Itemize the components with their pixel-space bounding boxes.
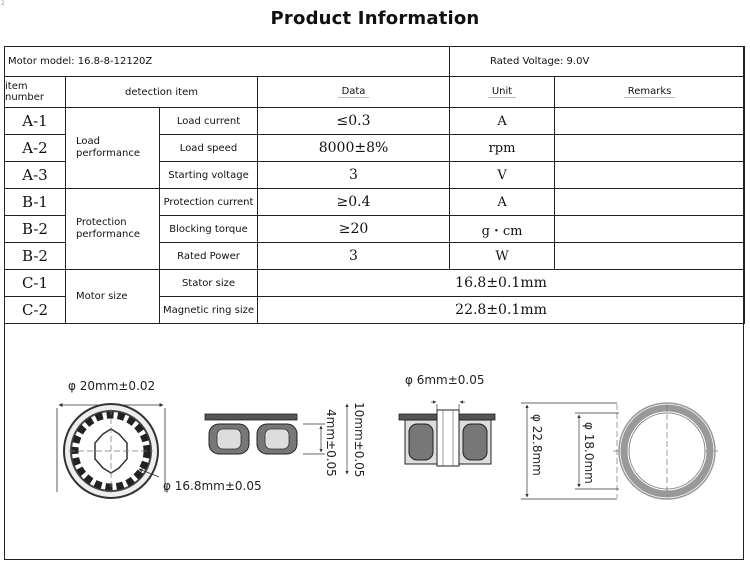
item-data: ≥20	[258, 216, 450, 243]
rotor-shaft	[437, 410, 459, 466]
height-10mm-dim: 10mm±0.05	[352, 402, 366, 478]
coil-left-core	[217, 429, 241, 449]
stator-side-view	[205, 409, 338, 477]
corner-mark: 2	[1, 0, 5, 7]
item-data: 22.8±0.1mm	[258, 297, 745, 324]
item-name: Magnetic ring size	[160, 297, 258, 324]
item-name: Rated Power	[160, 243, 258, 270]
pcb-plate	[205, 414, 297, 420]
item-name: Blocking torque	[160, 216, 258, 243]
page-title: Product Information	[270, 8, 480, 29]
stator-inner-dim: φ 16.8mm±0.05	[163, 479, 262, 493]
item-code: A-1	[5, 108, 66, 135]
item-unit: A	[450, 189, 555, 216]
item-code: B-2	[5, 243, 66, 270]
magnetic-ring-view	[521, 403, 721, 499]
group-load-line2: performance	[76, 148, 141, 159]
group-protection-line1: Protection	[76, 217, 127, 228]
header-item-number: item number	[5, 77, 66, 108]
stator-outer-dim: φ 20mm±0.02	[68, 379, 156, 393]
item-code: A-3	[5, 162, 66, 189]
ring-outer-dim: φ 22.8mm	[530, 414, 544, 476]
coil-right-core	[265, 429, 289, 449]
item-code: C-1	[5, 270, 66, 297]
item-code: B-2	[5, 216, 66, 243]
item-data: 3	[258, 162, 450, 189]
shaft-dim: φ 6mm±0.05	[405, 373, 485, 387]
group-protection-line2: performance	[76, 229, 141, 240]
item-name: Stator size	[160, 270, 258, 297]
item-unit: rpm	[450, 135, 555, 162]
header-detection-item: detection item	[66, 77, 258, 108]
item-unit: V	[450, 162, 555, 189]
rotor-side-view	[347, 373, 495, 477]
item-name: Load current	[160, 108, 258, 135]
item-code: C-2	[5, 297, 66, 324]
rated-voltage: Rated Voltage: 9.0V	[450, 47, 745, 77]
header-unit-label: Unit	[488, 86, 516, 98]
item-data: 3	[258, 243, 450, 270]
item-name: Load speed	[160, 135, 258, 162]
header-data-label: Data	[338, 86, 370, 98]
item-unit: W	[450, 243, 555, 270]
item-name: Starting voltage	[160, 162, 258, 189]
item-data: ≤0.3	[258, 108, 450, 135]
height-4mm-dim: 4mm±0.05	[324, 409, 338, 477]
dimension-drawing	[5, 324, 743, 559]
item-name: Protection current	[160, 189, 258, 216]
ring-inner-dim: φ 18.0mm	[582, 422, 596, 484]
rotor-coil-right	[463, 424, 487, 460]
group-load-line1: Load	[76, 136, 100, 147]
item-code: B-1	[5, 189, 66, 216]
motor-model: Motor model: 16.8-8-12120Z	[5, 47, 450, 77]
item-data: 8000±8%	[258, 135, 450, 162]
item-data: ≥0.4	[258, 189, 450, 216]
rotor-coil-left	[409, 424, 433, 460]
item-unit: g・cm	[450, 216, 555, 243]
group-motor-size: Motor size	[66, 270, 160, 324]
header-remarks-label: Remarks	[624, 86, 676, 98]
item-unit: A	[450, 108, 555, 135]
item-data: 16.8±0.1mm	[258, 270, 745, 297]
item-code: A-2	[5, 135, 66, 162]
